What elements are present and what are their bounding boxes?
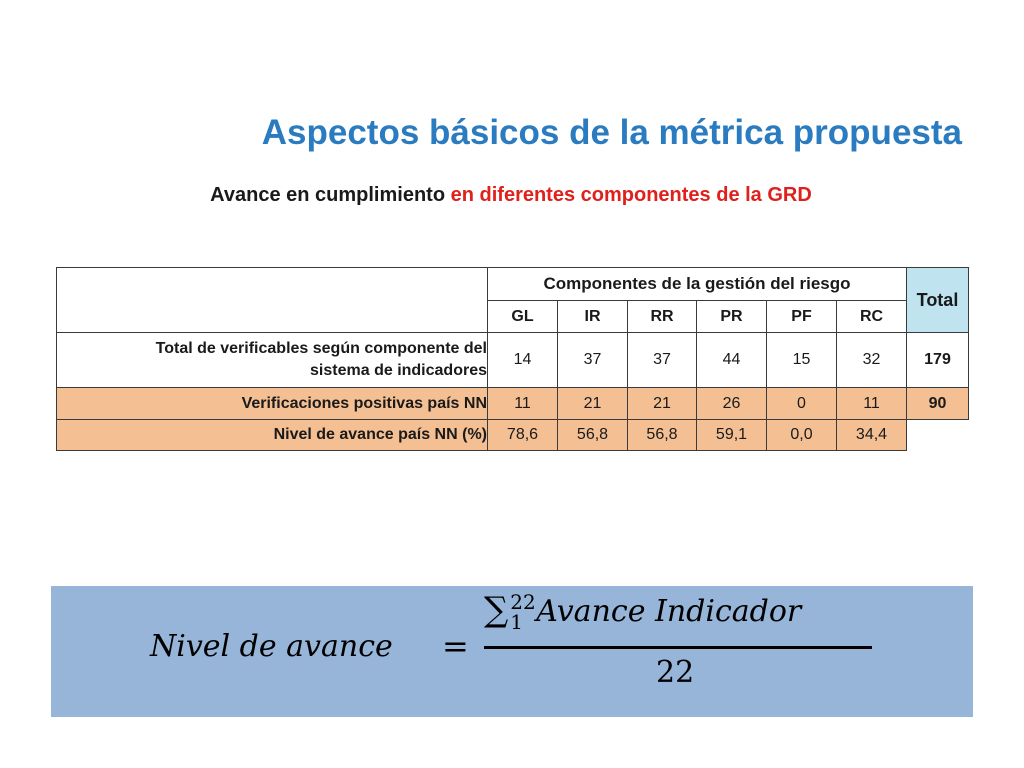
fraction-bar [484,646,872,649]
table-cell: 59,1 [697,420,767,451]
slide-title: Aspectos básicos de la métrica propuesta [261,113,962,152]
sum-lower-limit: 1 [510,610,524,634]
table-cell: 37 [558,333,628,388]
empty-total-cell [907,420,969,451]
table-cell: 21 [628,388,697,420]
nivel-avance-formula [51,586,973,717]
table-row-nivel-avance [57,420,969,451]
row-label-nivel-avance: Nivel de avance país NN (%) [57,420,488,451]
total-cell: 179 [907,333,969,388]
components-header: Componentes de la gestión del riesgo [488,268,907,301]
numerator-text: Avance Indicador [536,594,802,629]
table-corner-cell [57,268,488,333]
table-cell: 11 [488,388,558,420]
sigma-symbol: ∑ [484,590,509,630]
formula-box [51,586,973,717]
row-label-line-2: sistema de indicadores [310,362,487,379]
code-header-pf: PF [767,301,837,333]
sum-upper-limit: 22 [510,590,536,614]
table-cell: 56,8 [558,420,628,451]
table-cell: 21 [558,388,628,420]
total-cell: 90 [907,388,969,420]
table-cell: 26 [697,388,767,420]
table-cell: 15 [767,333,837,388]
row-label-verificaciones-positivas: Verificaciones positivas país NN [57,388,488,420]
code-header-pr: PR [697,301,767,333]
table-cell: 0 [767,388,837,420]
slide-subtitle [0,184,1022,207]
table-cell: 32 [837,333,907,388]
row-label-line-1: Total de verificables según componente del [155,340,487,357]
table-cell: 78,6 [488,420,558,451]
code-header-rr: RR [628,301,697,333]
table-row-total-verificables [57,333,969,388]
table-cell: 56,8 [628,420,697,451]
subtitle-part-2: en diferentes componentes de la GRD [450,184,812,206]
sum-limits [508,590,536,634]
table-cell: 34,4 [837,420,907,451]
formula-numerator [484,590,802,634]
code-header-ir: IR [558,301,628,333]
total-header: Total [907,268,969,333]
code-header-rc: RC [837,301,907,333]
formula-equals: = [442,627,469,665]
subtitle-part-1: Avance en cumplimiento [210,184,446,206]
table-cell: 37 [628,333,697,388]
row-label-total-verificables [57,333,488,388]
table-cell: 14 [488,333,558,388]
table-row-verificaciones-positivas [57,388,969,420]
table-cell: 11 [837,388,907,420]
table-cell: 0,0 [767,420,837,451]
formula-lhs: Nivel de avance [150,629,393,664]
grd-components-table [56,267,969,451]
table-cell: 44 [697,333,767,388]
code-header-gl: GL [488,301,558,333]
formula-denominator: 22 [656,655,695,690]
